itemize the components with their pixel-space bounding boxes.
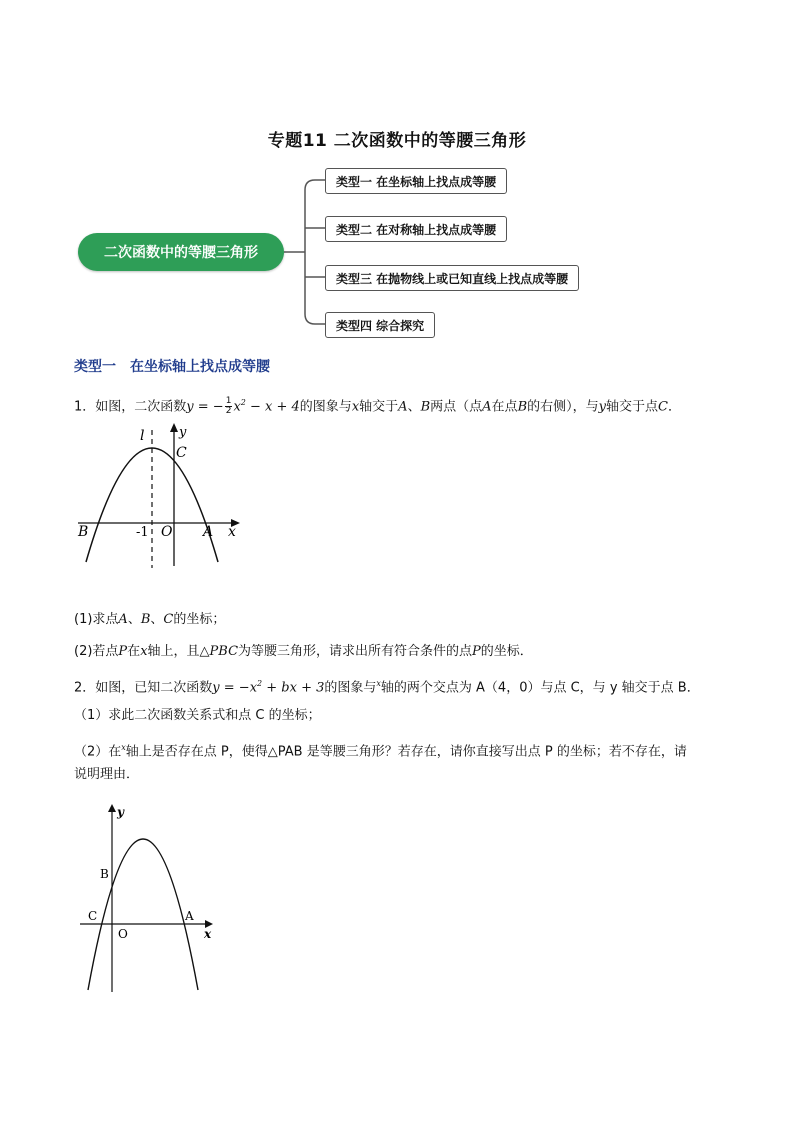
q2-text-1: 2．如图，已知二次函数 <box>74 680 213 696</box>
q1-text-4: 在点 <box>491 399 518 415</box>
q1-p2-PBC: PBC <box>209 644 239 659</box>
fig2-parabola-curve <box>88 839 198 990</box>
figure-1-parabola <box>72 420 252 570</box>
section-heading <box>74 356 270 376</box>
question-1-part-2 <box>74 643 533 661</box>
figure-2-parabola <box>78 800 228 995</box>
fig2-label-C: C <box>88 909 98 923</box>
fig1-label-minus1: -1 <box>136 525 149 540</box>
q1-eq-y: y <box>186 399 194 415</box>
fig2-label-A: A <box>185 909 194 923</box>
q1-text-3: 两点（点 <box>430 399 483 415</box>
q1-eq-sign: = − <box>193 399 224 415</box>
q1-end: ． <box>667 399 681 415</box>
q1-p1-A: A <box>118 612 128 627</box>
mindmap-branch-3: 类型三 在抛物线上或已知直线上找点成等腰 <box>325 265 579 291</box>
q1-var-y: y <box>598 399 606 415</box>
fig2-label-y: y <box>117 805 124 819</box>
q1-eq-sup: 2 <box>240 398 246 407</box>
fig1-y-arrow <box>170 423 178 432</box>
mindmap-branch-4: 类型四 综合探究 <box>325 312 435 338</box>
q1-eq-x: x <box>233 399 241 415</box>
q2-p2-x: x <box>121 743 126 752</box>
q2-text-2: 的图象与 <box>324 680 377 696</box>
section-label: 类型一 <box>74 359 116 375</box>
q1-text-1: 的图象与 <box>299 399 352 415</box>
q1-var-B: B <box>420 399 431 415</box>
question-1-stem <box>74 394 681 416</box>
q1-p2-x: x <box>140 644 148 659</box>
q1-text-5: 的右侧），与 <box>527 399 599 415</box>
q2-eq-sup: 2 <box>257 679 263 688</box>
fig1-label-A: A <box>203 524 214 540</box>
q1-p1-sep-2: 、 <box>150 612 164 627</box>
q1-var-A: A <box>398 399 408 415</box>
fig1-label-C: C <box>176 445 187 461</box>
fig1-label-B: B <box>78 524 89 540</box>
q2-eq-b: = −x <box>219 680 258 696</box>
fig1-label-y: y <box>179 425 187 440</box>
mindmap-branch-2: 类型二 在对称轴上找点成等腰 <box>325 216 507 242</box>
q2-text-3: 轴的两个交点为 A（4，0）与点 C，与 y 轴交于点 B． <box>380 680 700 696</box>
q1-fraction <box>225 397 233 416</box>
fig2-label-x: x <box>204 927 212 941</box>
q1-text-2: 轴交于 <box>359 399 399 415</box>
q1-p2-P: P <box>118 644 128 659</box>
q1-var-A2: A <box>482 399 492 415</box>
q1-p2-text-3: 轴上，且△ <box>147 644 210 659</box>
q2-eq-c: + bx + 3 <box>262 680 325 696</box>
q2-var-x: x <box>376 679 381 688</box>
q1-p2-text-2: 在 <box>127 644 141 659</box>
fig1-label-x: x <box>228 524 236 540</box>
section-text: 在坐标轴上找点成等腰 <box>130 359 270 375</box>
page-title: 专题11 二次函数中的等腰三角形 <box>267 131 527 151</box>
question-2-part-2 <box>74 739 687 761</box>
q2-p2-text-1: （2）在 <box>74 744 122 760</box>
q1-p2-P2: P <box>472 644 481 659</box>
q1-sep: 、 <box>407 399 421 415</box>
q1-p1-sep-1: 、 <box>127 612 141 627</box>
q1-frac-den: 2 <box>225 406 232 417</box>
q1-var-x: x <box>351 399 360 415</box>
fig1-label-O: O <box>161 524 173 540</box>
fig2-label-O: O <box>118 927 128 941</box>
q2-p2-text-2: 轴上是否存在点 P，使得△PAB 是等腰三角形？若存在，请你直接写出点 P 的坐标；若不存在，请 <box>125 744 687 760</box>
q1-p1-B: B <box>140 612 151 627</box>
q1-p1-C: C <box>163 612 174 627</box>
q1-p2-text-1: (2)若点 <box>74 644 119 659</box>
q1-p2-text-5: 的坐标． <box>480 644 533 659</box>
q1-number: 1．如图，二次函数 <box>74 399 187 415</box>
question-2-part-1: （1）求此二次函数关系式和点 C 的坐标； <box>74 708 321 723</box>
mindmap-branch-1: 类型一 在坐标轴上找点成等腰 <box>325 168 507 194</box>
fig2-y-arrow <box>108 804 116 812</box>
q1-p1-text-1: (1)求点 <box>74 612 119 627</box>
mindmap-center-node: 二次函数中的等腰三角形 <box>78 233 284 271</box>
question-2-stem <box>74 675 700 697</box>
q1-eq-rest: − x + 4 <box>245 399 300 415</box>
q1-var-C: C <box>658 399 668 415</box>
connector-bracket <box>305 180 315 324</box>
q2-eq-y: y <box>212 680 220 696</box>
question-2-part-2-cont: 说明理由． <box>74 767 140 782</box>
fig1-label-l: l <box>140 428 145 444</box>
q1-var-B2: B <box>517 399 528 415</box>
fig2-label-B: B <box>100 867 109 881</box>
q1-p2-text-4: 为等腰三角形，请求出所有符合条件的点 <box>238 644 473 659</box>
q1-frac-num: 1 <box>225 396 232 407</box>
question-1-part-1 <box>74 611 225 629</box>
q1-p1-text-2: 的坐标； <box>173 612 226 627</box>
q1-text-6: 轴交于点 <box>606 399 659 415</box>
